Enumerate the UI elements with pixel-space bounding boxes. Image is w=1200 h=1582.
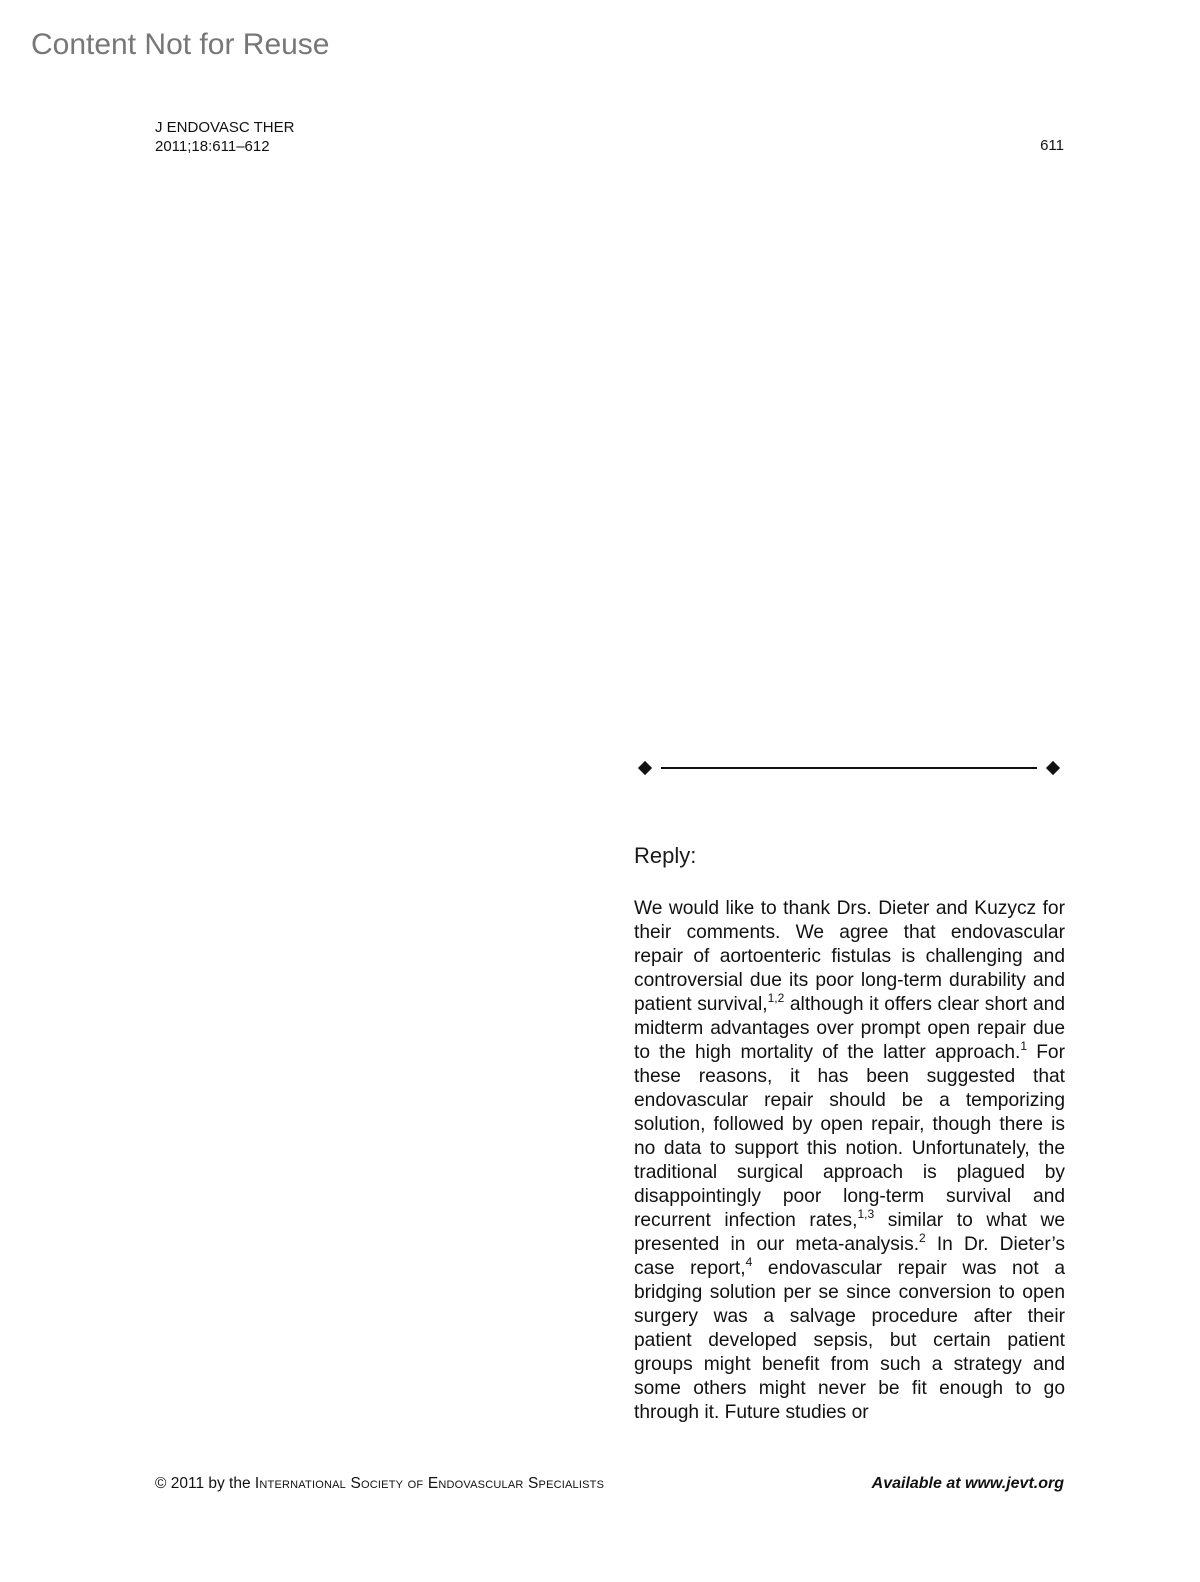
citation-superscript: 1 <box>1020 1039 1028 1053</box>
reply-heading: Reply: <box>634 843 697 868</box>
footer-copyright <box>155 1475 604 1493</box>
divider-rule <box>661 767 1037 769</box>
citation-superscript: 1,2 <box>767 991 785 1005</box>
article-body <box>634 897 1065 1425</box>
running-head <box>155 118 294 156</box>
body-text-segment: For these reasons, it has been suggested that endovascular repair should be a temporizing solution, followed by open repair, though there is no data to support this notion. Unfortunately, the traditional surgical approach is plagued by disappointingly poor long-term survival and recurrent infection rates, <box>634 1042 1065 1231</box>
journal-name: J ENDOVASC THER <box>155 119 295 136</box>
watermark-text: Content Not for Reuse <box>31 28 330 61</box>
citation-superscript: 4 <box>745 1255 753 1269</box>
citation-superscript: 1,3 <box>857 1207 875 1221</box>
article-paragraph <box>634 897 1065 1425</box>
section-divider <box>634 758 1064 778</box>
page-number: 611 <box>1040 137 1064 154</box>
body-text-segment: We would like to thank Drs. Dieter and Kuzycz for their comments. We agree that endovascular repair of aortoenteric fistulas is challenging and controversial due its poor long-term durability and patient survival, <box>634 898 1065 1015</box>
body-text-segment: although it offers clear short and midterm advantages over prompt open repair due to the high mortality of the latter approach. <box>634 994 1066 1063</box>
copyright-prefix: © 2011 by the <box>155 1475 255 1492</box>
body-text-segment: In Dr. Dieter’s case report, <box>634 1234 1065 1279</box>
society-name: International Society of Endovascular Specialists <box>254 1475 605 1492</box>
diamond-right-icon <box>1046 761 1060 775</box>
body-text-segment: endovascular repair was not a bridging solution per se since conversion to open surgery was a salvage procedure after their patient developed sepsis, but certain patient groups might benefit from such a strategy and some others might never be fit enough to go through it. Future studies or <box>634 1258 1065 1423</box>
journal-citation: 2011;18:611–612 <box>155 138 270 155</box>
footer-availability: Available at www.jevt.org <box>871 1475 1064 1492</box>
body-text-segment: similar to what we presented in our meta-analysis. <box>634 1210 1065 1255</box>
diamond-left-icon <box>638 761 652 775</box>
citation-superscript: 2 <box>919 1231 926 1245</box>
